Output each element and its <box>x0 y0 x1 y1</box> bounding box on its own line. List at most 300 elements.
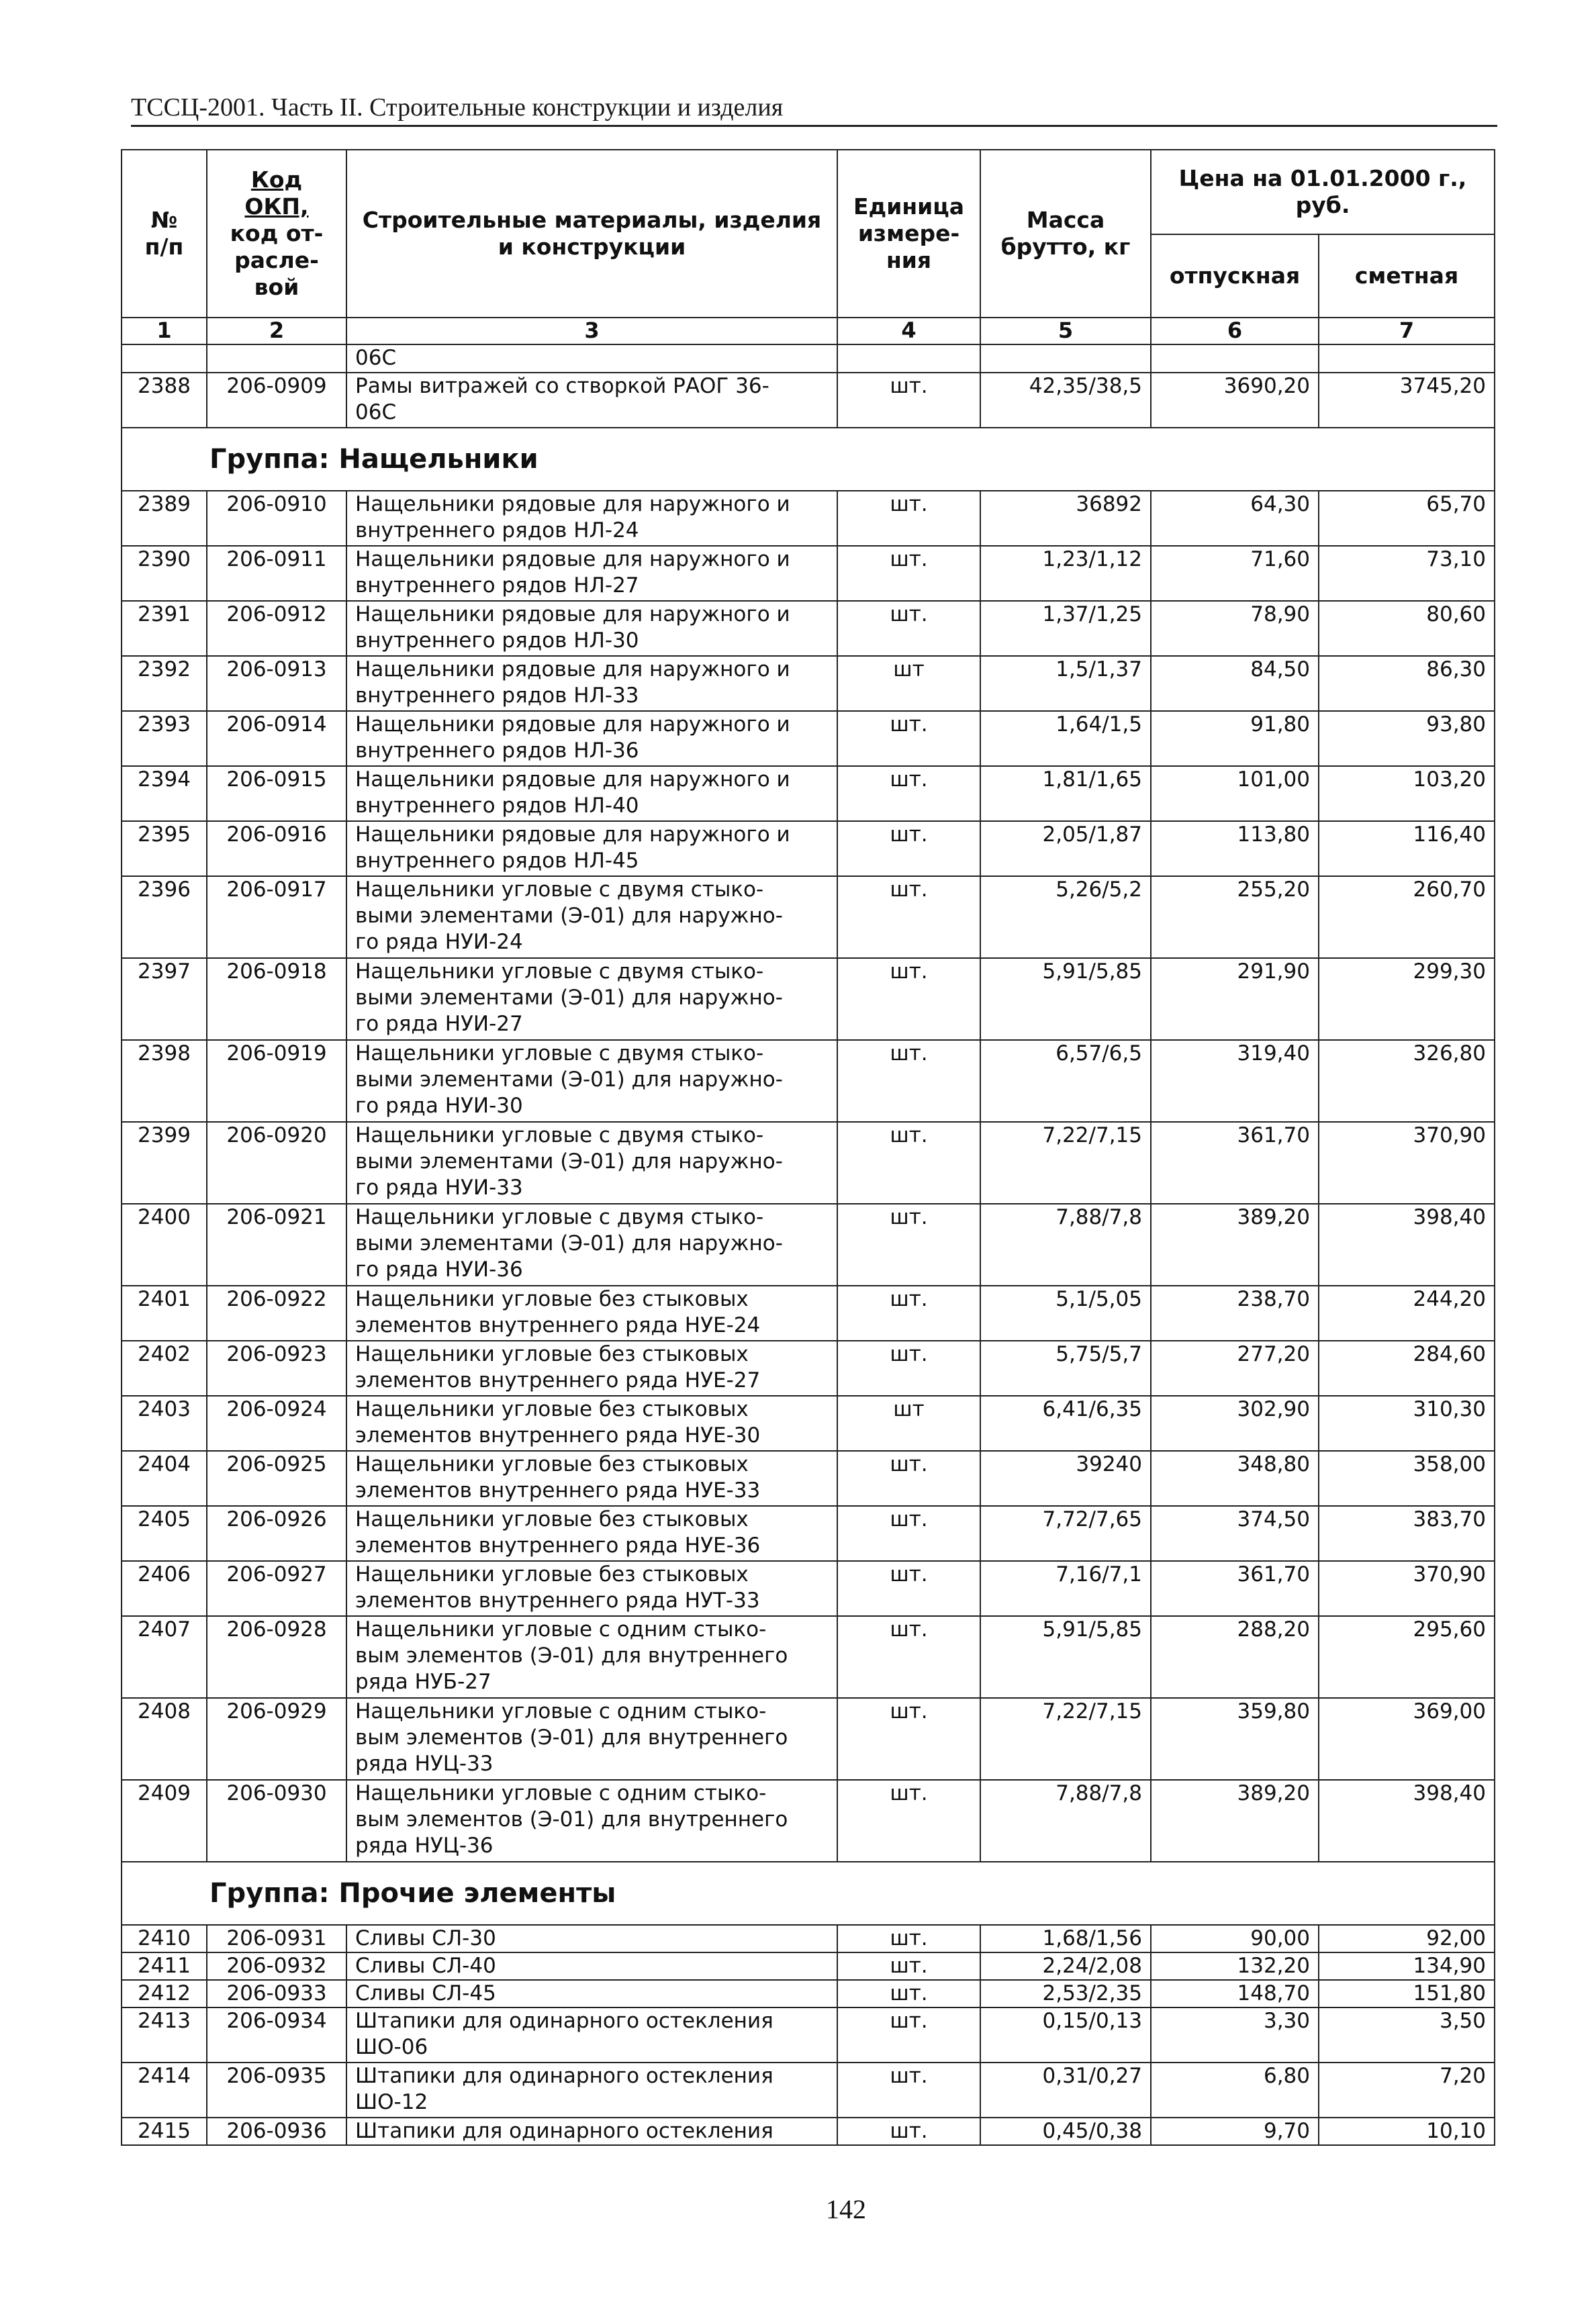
row-price-estimate: 370,90 <box>1319 1122 1495 1204</box>
row-name-line: Нащельники угловые без стыковых <box>355 1562 749 1587</box>
row-mass: 1,23/1,12 <box>980 546 1151 601</box>
row-name-line: го ряда НУИ-30 <box>355 1094 523 1118</box>
row-unit: шт. <box>837 1204 980 1286</box>
row-price-release: 90,00 <box>1151 1925 1319 1952</box>
row-mass: 0,31/0,27 <box>980 2063 1151 2118</box>
column-number: 5 <box>980 318 1151 344</box>
continuation-text: 06С <box>346 344 837 373</box>
row-mass: 6,57/6,5 <box>980 1040 1151 1122</box>
row-price-estimate: 369,00 <box>1319 1698 1495 1780</box>
row-number: 2395 <box>122 821 207 876</box>
row-mass: 5,75/5,7 <box>980 1341 1151 1396</box>
row-name-line: элементов внутреннего ряда НУЕ-30 <box>355 1423 761 1448</box>
table-row <box>122 711 1495 766</box>
row-price-estimate: 7,20 <box>1319 2063 1495 2118</box>
row-price-estimate: 116,40 <box>1319 821 1495 876</box>
header-price-estimate: сметная <box>1319 234 1495 318</box>
row-price-release: 113,80 <box>1151 821 1319 876</box>
row-name-line: элементов внутреннего ряда НУЕ-24 <box>355 1313 761 1337</box>
row-price-estimate: 10,10 <box>1319 2118 1495 2145</box>
table-row <box>122 373 1495 428</box>
row-name-line: Нащельники угловые без стыковых <box>355 1397 749 1421</box>
row-number: 2390 <box>122 546 207 601</box>
row-unit: шт. <box>837 2063 980 2118</box>
row-name-line: вым элементов (Э-01) для внутреннего <box>355 1644 788 1668</box>
row-number: 2403 <box>122 1396 207 1451</box>
row-number: 2412 <box>122 1980 207 2007</box>
row-name-line: Нащельники угловые без стыковых <box>355 1452 749 1476</box>
header-price-release: отпускная <box>1151 234 1319 318</box>
row-name-line: вым элементов (Э-01) для внутреннего <box>355 1725 788 1750</box>
row-number: 2410 <box>122 1925 207 1952</box>
table-row <box>122 1698 1495 1780</box>
row-name <box>346 656 837 711</box>
row-mass: 39240 <box>980 1451 1151 1506</box>
row-price-release: 78,90 <box>1151 601 1319 656</box>
row-price-release: 101,00 <box>1151 766 1319 821</box>
row-name-line: внутреннего рядов НЛ-40 <box>355 794 639 818</box>
header-row <box>122 150 1495 234</box>
row-name-line: Нащельники рядовые для наружного и <box>355 492 790 516</box>
row-name-line: выми элементами (Э-01) для наружно- <box>355 986 783 1010</box>
column-number: 7 <box>1319 318 1495 344</box>
row-mass: 7,72/7,65 <box>980 1506 1151 1561</box>
row-number: 2409 <box>122 1780 207 1862</box>
row-price-estimate: 310,30 <box>1319 1396 1495 1451</box>
row-price-estimate: 398,40 <box>1319 1204 1495 1286</box>
row-unit: шт. <box>837 2118 980 2145</box>
row-name-line: Нащельники угловые с двумя стыко- <box>355 878 764 902</box>
row-price-estimate: 93,80 <box>1319 711 1495 766</box>
row-name-line: Нащельники рядовые для наружного и <box>355 822 790 847</box>
row-unit: шт. <box>837 821 980 876</box>
row-name-line: элементов внутреннего ряда НУЕ-27 <box>355 1368 761 1392</box>
table-row <box>122 821 1495 876</box>
row-name-line: внутреннего рядов НЛ-27 <box>355 573 639 598</box>
row-price-release: 288,20 <box>1151 1616 1319 1698</box>
row-unit: шт. <box>837 1341 980 1396</box>
row-code: 206-0920 <box>207 1122 346 1204</box>
row-mass: 6,41/6,35 <box>980 1396 1151 1451</box>
row-name <box>346 821 837 876</box>
row-name-line: ШО-12 <box>355 2090 428 2114</box>
table-row <box>122 1040 1495 1122</box>
row-number: 2400 <box>122 1204 207 1286</box>
row-name-line: Нащельники угловые с одним стыко- <box>355 1699 767 1723</box>
row-code: 206-0917 <box>207 876 346 958</box>
row-code: 206-0914 <box>207 711 346 766</box>
row-number: 2411 <box>122 1952 207 1980</box>
row-number: 2398 <box>122 1040 207 1122</box>
header-price-group: Цена на 01.01.2000 г., руб. <box>1151 150 1495 234</box>
row-name-line: элементов внутреннего ряда НУЕ-36 <box>355 1533 761 1558</box>
row-name <box>346 1396 837 1451</box>
table-row <box>122 2063 1495 2118</box>
row-code: 206-0912 <box>207 601 346 656</box>
group-heading: Группа: Нащельники <box>122 428 1495 491</box>
table-row <box>122 546 1495 601</box>
row-name-line: выми элементами (Э-01) для наружно- <box>355 1231 783 1256</box>
row-mass: 1,37/1,25 <box>980 601 1151 656</box>
row-name-line: внутреннего рядов НЛ-45 <box>355 849 639 873</box>
table-row <box>122 1925 1495 1952</box>
row-price-release: 374,50 <box>1151 1506 1319 1561</box>
row-mass: 1,5/1,37 <box>980 656 1151 711</box>
row-name <box>346 1286 837 1341</box>
row-name-line: элементов внутреннего ряда НУЕ-33 <box>355 1478 761 1503</box>
row-price-estimate: 244,20 <box>1319 1286 1495 1341</box>
row-name-line: Нащельники угловые с двумя стыко- <box>355 1123 764 1147</box>
table-row <box>122 1341 1495 1396</box>
row-unit: шт. <box>837 766 980 821</box>
table-row <box>122 1616 1495 1698</box>
row-price-release: 9,70 <box>1151 2118 1319 2145</box>
row-name-line: внутреннего рядов НЛ-24 <box>355 518 639 542</box>
row-name-line: Штапики для одинарного остекления <box>355 2064 773 2088</box>
table-row <box>122 958 1495 1040</box>
row-price-estimate: 92,00 <box>1319 1925 1495 1952</box>
row-unit: шт <box>837 656 980 711</box>
row-mass: 2,24/2,08 <box>980 1952 1151 1980</box>
row-number: 2414 <box>122 2063 207 2118</box>
row-number: 2393 <box>122 711 207 766</box>
row-price-estimate: 80,60 <box>1319 601 1495 656</box>
row-code: 206-0910 <box>207 491 346 546</box>
row-price-estimate: 73,10 <box>1319 546 1495 601</box>
row-code: 206-0913 <box>207 656 346 711</box>
row-price-release: 91,80 <box>1151 711 1319 766</box>
row-price-release: 361,70 <box>1151 1561 1319 1616</box>
row-number: 2405 <box>122 1506 207 1561</box>
row-price-estimate: 134,90 <box>1319 1952 1495 1980</box>
row-price-release: 255,20 <box>1151 876 1319 958</box>
row-name-line: Штапики для одинарного остекления <box>355 2119 773 2143</box>
row-unit: шт. <box>837 958 980 1040</box>
row-name-line: ШО-06 <box>355 2035 428 2059</box>
row-name <box>346 1561 837 1616</box>
table-row <box>122 876 1495 958</box>
table-row <box>122 2118 1495 2145</box>
row-name-line: го ряда НУИ-33 <box>355 1176 523 1200</box>
group-heading-row <box>122 428 1495 491</box>
row-code: 206-0926 <box>207 1506 346 1561</box>
row-code: 206-0935 <box>207 2063 346 2118</box>
row-name <box>346 1341 837 1396</box>
row-price-estimate: 383,70 <box>1319 1506 1495 1561</box>
table-row <box>122 1780 1495 1862</box>
row-code: 206-0909 <box>207 373 346 428</box>
row-name <box>346 711 837 766</box>
row-mass: 5,1/5,05 <box>980 1286 1151 1341</box>
row-price-release: 291,90 <box>1151 958 1319 1040</box>
row-unit: шт. <box>837 1561 980 1616</box>
row-number: 2397 <box>122 958 207 1040</box>
row-price-release: 6,80 <box>1151 2063 1319 2118</box>
row-name <box>346 2118 837 2145</box>
row-code: 206-0921 <box>207 1204 346 1286</box>
column-number: 3 <box>346 318 837 344</box>
row-unit: шт. <box>837 1698 980 1780</box>
row-unit: шт. <box>837 601 980 656</box>
row-mass: 7,16/7,1 <box>980 1561 1151 1616</box>
row-unit: шт. <box>837 876 980 958</box>
row-mass: 2,05/1,87 <box>980 821 1151 876</box>
row-number: 2399 <box>122 1122 207 1204</box>
header-mass: Масса брутто, кг <box>980 150 1151 318</box>
row-price-release: 84,50 <box>1151 656 1319 711</box>
table-row <box>122 1204 1495 1286</box>
row-name-line: элементов внутреннего ряда НУТ-33 <box>355 1589 760 1613</box>
row-unit: шт. <box>837 1780 980 1862</box>
row-price-release: 348,80 <box>1151 1451 1319 1506</box>
row-number: 2392 <box>122 656 207 711</box>
row-name-line: Нащельники рядовые для наружного и <box>355 547 790 571</box>
row-number: 2404 <box>122 1451 207 1506</box>
row-unit: шт <box>837 1396 980 1451</box>
row-name <box>346 958 837 1040</box>
table-row <box>122 1506 1495 1561</box>
row-price-estimate: 284,60 <box>1319 1341 1495 1396</box>
table-row <box>122 1980 1495 2007</box>
row-unit: шт. <box>837 1616 980 1698</box>
row-number: 2413 <box>122 2007 207 2063</box>
row-name-line: Нащельники угловые с одним стыко- <box>355 1781 767 1805</box>
row-mass: 1,81/1,65 <box>980 766 1151 821</box>
group-heading-row <box>122 1862 1495 1925</box>
row-name-line: го ряда НУИ-24 <box>355 930 523 954</box>
row-name <box>346 1451 837 1506</box>
row-name-line: Нащельники рядовые для наружного и <box>355 657 790 681</box>
row-price-release: 389,20 <box>1151 1780 1319 1862</box>
row-number: 2396 <box>122 876 207 958</box>
row-name <box>346 1980 837 2007</box>
row-name-line: ряда НУБ-27 <box>355 1670 491 1694</box>
column-number: 6 <box>1151 318 1319 344</box>
row-mass: 36892 <box>980 491 1151 546</box>
row-name <box>346 1952 837 1980</box>
row-unit: шт. <box>837 1952 980 1980</box>
row-name <box>346 546 837 601</box>
row-name <box>346 1040 837 1122</box>
row-name-line: вым элементов (Э-01) для внутреннего <box>355 1807 788 1832</box>
row-name-line: Нащельники рядовые для наружного и <box>355 712 790 737</box>
row-code: 206-0919 <box>207 1040 346 1122</box>
row-name-line: Нащельники рядовые для наружного и <box>355 602 790 626</box>
header-materials: Строительные материалы, изделия и конструкции <box>346 150 837 318</box>
column-number: 2 <box>207 318 346 344</box>
row-name-line: Нащельники угловые с одним стыко- <box>355 1617 767 1642</box>
row-unit: шт. <box>837 2007 980 2063</box>
row-code: 206-0929 <box>207 1698 346 1780</box>
header-unit: Единица измере- ния <box>837 150 980 318</box>
row-code: 206-0918 <box>207 958 346 1040</box>
row-price-estimate: 370,90 <box>1319 1561 1495 1616</box>
row-price-release: 302,90 <box>1151 1396 1319 1451</box>
row-name-line: внутреннего рядов НЛ-30 <box>355 628 639 653</box>
row-mass: 42,35/38,5 <box>980 373 1151 428</box>
row-number: 2401 <box>122 1286 207 1341</box>
row-name-line: внутреннего рядов НЛ-33 <box>355 683 639 708</box>
row-name-line: выми элементами (Э-01) для наружно- <box>355 1068 783 1092</box>
row-price-estimate: 326,80 <box>1319 1040 1495 1122</box>
row-mass: 7,22/7,15 <box>980 1698 1151 1780</box>
row-mass: 1,68/1,56 <box>980 1925 1151 1952</box>
row-name-line: Нащельники угловые с двумя стыко- <box>355 1041 764 1066</box>
table-row <box>122 1451 1495 1506</box>
row-number: 2394 <box>122 766 207 821</box>
row-price-release: 71,60 <box>1151 546 1319 601</box>
row-price-estimate: 260,70 <box>1319 876 1495 958</box>
header-okp-code: Код ОКП, код от- расле- вой <box>207 150 346 318</box>
table-row <box>122 1561 1495 1616</box>
row-name-line: го ряда НУИ-36 <box>355 1258 523 1282</box>
row-name-line: Нащельники угловые без стыковых <box>355 1342 749 1366</box>
row-unit: шт. <box>837 1040 980 1122</box>
row-unit: шт. <box>837 711 980 766</box>
group-other-elements-body <box>122 1925 1495 2145</box>
row-price-release: 359,80 <box>1151 1698 1319 1780</box>
row-price-release: 389,20 <box>1151 1204 1319 1286</box>
row-price-estimate: 151,80 <box>1319 1980 1495 2007</box>
row-name-line: Сливы СЛ-30 <box>355 1926 496 1950</box>
row-name-line: го ряда НУИ-27 <box>355 1012 523 1036</box>
row-mass: 0,15/0,13 <box>980 2007 1151 2063</box>
row-number: 2391 <box>122 601 207 656</box>
continuation-row <box>122 344 1495 373</box>
row-price-estimate: 295,60 <box>1319 1616 1495 1698</box>
row-name <box>346 2007 837 2063</box>
row-number: 2406 <box>122 1561 207 1616</box>
row-code: 206-0933 <box>207 1980 346 2007</box>
row-price-estimate: 3745,20 <box>1319 373 1495 428</box>
row-name: Рамы витражей со створкой РАОГ 36- 06С <box>346 373 837 428</box>
row-price-estimate: 398,40 <box>1319 1780 1495 1862</box>
row-price-estimate: 65,70 <box>1319 491 1495 546</box>
row-unit: шт. <box>837 1286 980 1341</box>
row-price-estimate: 3,50 <box>1319 2007 1495 2063</box>
row-name <box>346 1925 837 1952</box>
row-unit: шт. <box>837 1506 980 1561</box>
row-unit: шт. <box>837 546 980 601</box>
row-mass: 1,64/1,5 <box>980 711 1151 766</box>
row-name <box>346 1506 837 1561</box>
row-mass: 7,88/7,8 <box>980 1204 1151 1286</box>
row-code: 206-0915 <box>207 766 346 821</box>
row-code: 206-0932 <box>207 1952 346 1980</box>
row-name-line: Нащельники угловые с двумя стыко- <box>355 959 764 984</box>
row-name <box>346 1204 837 1286</box>
row-name-line: Сливы СЛ-40 <box>355 1954 496 1978</box>
row-unit: шт. <box>837 373 980 428</box>
row-mass: 7,22/7,15 <box>980 1122 1151 1204</box>
row-price-estimate: 86,30 <box>1319 656 1495 711</box>
row-name-line: ряда НУЦ-36 <box>355 1834 494 1858</box>
row-mass: 5,91/5,85 <box>980 958 1151 1040</box>
row-name-line: Штапики для одинарного остекления <box>355 2009 773 2033</box>
row-mass: 2,53/2,35 <box>980 1980 1151 2007</box>
row-number: 2389 <box>122 491 207 546</box>
column-number-row <box>122 318 1495 344</box>
row-code: 206-0927 <box>207 1561 346 1616</box>
row-name-line: Нащельники угловые без стыковых <box>355 1507 749 1531</box>
row-name-line: Сливы СЛ-45 <box>355 1981 496 2005</box>
row-price-release: 3,30 <box>1151 2007 1319 2063</box>
row-price-release: 132,20 <box>1151 1952 1319 1980</box>
row-code: 206-0916 <box>207 821 346 876</box>
row-code: 206-0930 <box>207 1780 346 1862</box>
row-price-release: 238,70 <box>1151 1286 1319 1341</box>
row-price-estimate: 299,30 <box>1319 958 1495 1040</box>
table-row <box>122 1396 1495 1451</box>
row-price-estimate: 358,00 <box>1319 1451 1495 1506</box>
table-row <box>122 601 1495 656</box>
row-unit: шт. <box>837 1980 980 2007</box>
row-name <box>346 491 837 546</box>
table-row <box>122 1122 1495 1204</box>
row-mass: 5,91/5,85 <box>980 1616 1151 1698</box>
table-row <box>122 766 1495 821</box>
row-mass: 7,88/7,8 <box>980 1780 1151 1862</box>
row-name-line: Нащельники рядовые для наружного и <box>355 767 790 792</box>
row-name-line: выми элементами (Э-01) для наружно- <box>355 1149 783 1174</box>
row-code: 206-0931 <box>207 1925 346 1952</box>
row-code: 206-0923 <box>207 1341 346 1396</box>
row-name <box>346 2063 837 2118</box>
row-unit: шт. <box>837 1451 980 1506</box>
table-row <box>122 1952 1495 1980</box>
row-number: 2407 <box>122 1616 207 1698</box>
row-name <box>346 876 837 958</box>
column-number: 4 <box>837 318 980 344</box>
row-name <box>346 1616 837 1698</box>
row-name <box>346 1698 837 1780</box>
row-number: 2415 <box>122 2118 207 2145</box>
table-row <box>122 1286 1495 1341</box>
group-heading: Группа: Прочие элементы <box>122 1862 1495 1925</box>
column-number: 1 <box>122 318 207 344</box>
page-number: 142 <box>826 2194 866 2224</box>
row-name <box>346 601 837 656</box>
row-name <box>346 766 837 821</box>
row-unit: шт. <box>837 1122 980 1204</box>
table-row <box>122 2007 1495 2063</box>
row-unit: шт. <box>837 491 980 546</box>
row-code: 206-0928 <box>207 1616 346 1698</box>
row-price-release: 361,70 <box>1151 1122 1319 1204</box>
row-unit: шт. <box>837 1925 980 1952</box>
header-no: № п/п <box>122 150 207 318</box>
row-code: 206-0922 <box>207 1286 346 1341</box>
row-price-release: 319,40 <box>1151 1040 1319 1122</box>
row-price-release: 277,20 <box>1151 1341 1319 1396</box>
row-price-release: 64,30 <box>1151 491 1319 546</box>
price-table <box>121 149 1495 2146</box>
group-nashchelniki-body <box>122 491 1495 1862</box>
row-name <box>346 1122 837 1204</box>
row-name-line: ряда НУЦ-33 <box>355 1752 494 1776</box>
row-code: 206-0936 <box>207 2118 346 2145</box>
running-head: ТССЦ-2001. Часть II. Строительные конструкции и изделия <box>131 93 1497 127</box>
row-code: 206-0911 <box>207 546 346 601</box>
row-name-line: внутреннего рядов НЛ-36 <box>355 739 639 763</box>
row-price-estimate: 103,20 <box>1319 766 1495 821</box>
row-number: 2402 <box>122 1341 207 1396</box>
row-number: 2408 <box>122 1698 207 1780</box>
table-row <box>122 656 1495 711</box>
row-price-release: 148,70 <box>1151 1980 1319 2007</box>
row-name-line: Нащельники угловые без стыковых <box>355 1287 749 1311</box>
row-code: 206-0934 <box>207 2007 346 2063</box>
